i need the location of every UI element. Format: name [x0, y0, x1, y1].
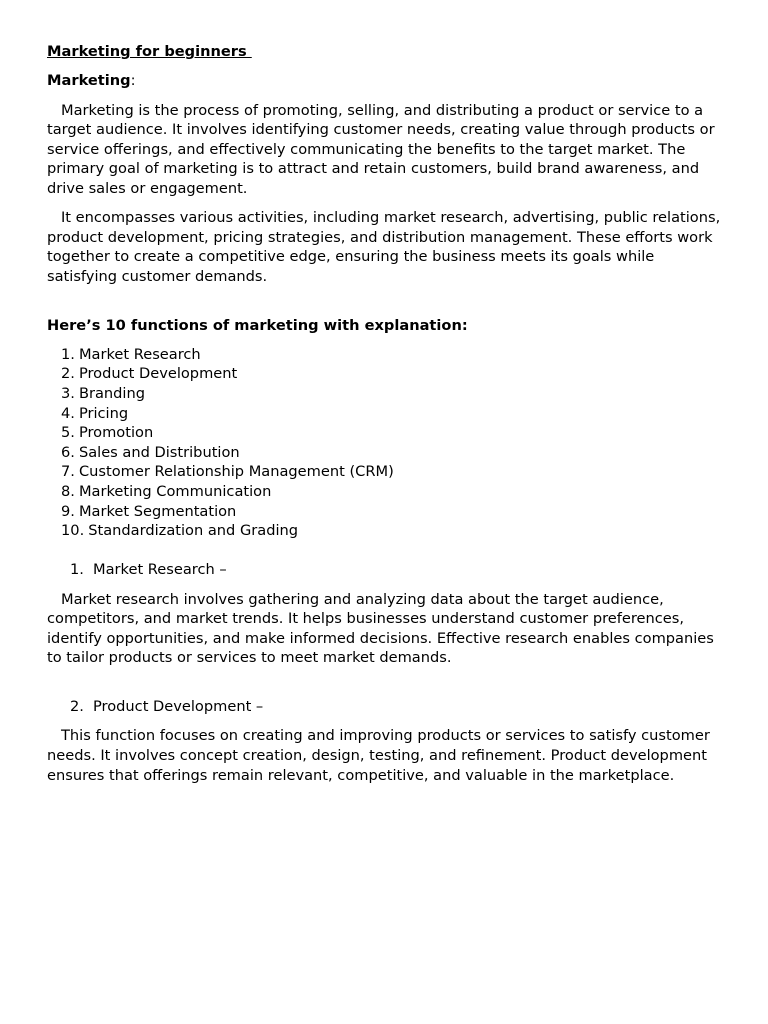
list-item: [47, 482, 723, 502]
list-item: [47, 462, 723, 482]
list-item-number: 2.: [61, 365, 75, 383]
list-item-number: 10.: [61, 522, 85, 540]
subheading-colon: :: [130, 72, 136, 90]
blank-line: [47, 541, 723, 561]
list-item: [47, 364, 723, 384]
list-item-label: Product Development: [78, 365, 238, 383]
list-item: [47, 404, 723, 424]
functions-list: [47, 345, 723, 541]
list-item: [47, 502, 723, 522]
functions-heading: Here’s 10 functions of marketing with explanation:: [47, 316, 468, 334]
section-heading-text: Market Research –: [93, 561, 227, 579]
document-title: Marketing for beginners: [47, 43, 252, 60]
subheading-label: Marketing: [47, 72, 131, 90]
list-item-number: 7.: [61, 463, 75, 481]
list-item-number: 8.: [61, 483, 75, 501]
section-body: This function focuses on creating and improving products or services to satisfy customer needs. It involves concept creation, design, testing, and refinement. Product development ensures that offerings remain relevant, competitive, and valuable in the marketplace.: [47, 727, 710, 784]
list-item-label: Pricing: [78, 404, 129, 422]
section-body: Market research involves gathering and analyzing data about the target audience, competitors, and market trends. It helps businesses understand customer preferences, identify opportunities, and make informed decisions. Effective research enables companies to tailor products or services to meet market demands.: [47, 590, 714, 667]
section-heading: [47, 560, 723, 580]
section-product-development: [47, 697, 723, 785]
list-item-label: Market Research: [78, 345, 201, 363]
list-item-number: 5.: [61, 424, 75, 442]
list-item-number: 9.: [61, 502, 75, 520]
list-item-label: Customer Relationship Management (CRM): [78, 463, 394, 481]
list-item-number: 6.: [61, 443, 75, 461]
section-heading-text: Product Development –: [93, 698, 264, 716]
section-number: 2.: [70, 698, 84, 716]
list-item: [47, 423, 723, 443]
blank-line: [47, 678, 723, 698]
list-item-number: 4.: [61, 404, 75, 422]
list-item: [47, 345, 723, 365]
list-item: [47, 521, 723, 541]
section-number: 1.: [70, 561, 84, 579]
list-item-label: Market Segmentation: [78, 502, 237, 520]
list-item-label: Promotion: [78, 424, 154, 442]
list-item-label: Sales and Distribution: [78, 443, 240, 461]
list-item: [47, 443, 723, 463]
list-item: [47, 384, 723, 404]
intro-paragraph-2: It encompasses various activities, including market research, advertising, public relations, product development, pricing strategies, and distribution management. These efforts work together to create a competitive edge, ensuring the business meets its goals while satisfying customer demands.: [47, 209, 721, 285]
list-item-label: Marketing Communication: [78, 483, 272, 501]
blank-line: [47, 296, 723, 316]
intro-paragraph-1: Marketing is the process of promoting, selling, and distributing a product or service to a target audience. It involves identifying customer needs, creating value through products or service offerings, and effectively communicating the benefits to the target market. The primary goal of marketing is to attract and retain customers, build brand awareness, and drive sales or engagement.: [47, 101, 715, 197]
list-item-number: 3.: [61, 385, 75, 403]
list-item-label: Branding: [78, 385, 145, 403]
list-item-number: 1.: [61, 345, 75, 363]
section-heading: [47, 697, 723, 717]
marketing-subheading: [47, 71, 723, 91]
section-market-research: [47, 560, 723, 668]
document-page: [47, 42, 723, 795]
list-item-label: Standardization and Grading: [88, 522, 299, 540]
